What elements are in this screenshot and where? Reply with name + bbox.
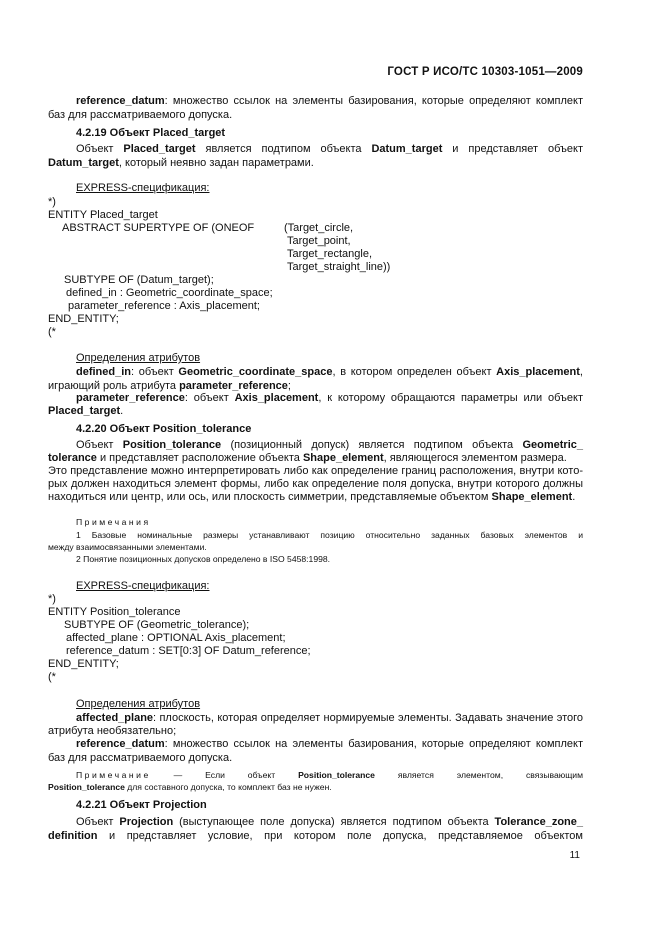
term: tolerance (48, 452, 97, 464)
text: ; (287, 380, 291, 392)
text: и представляет условие, при котором поле допуска, представляемое объектом (97, 830, 583, 842)
code-line: defined_in : Geometric_coordinate_space; (66, 287, 273, 299)
paragraph-line (48, 490, 583, 504)
note-1-line-2: между взаимосвязанными элементами. (48, 542, 207, 552)
text: . (572, 491, 576, 503)
text: является элементом, связывающим (374, 770, 583, 780)
text: . (120, 405, 124, 417)
text: для составного допуска, то комплект баз не нужен. (124, 782, 332, 792)
express-spec-label: EXPRESS-спецификация: (76, 580, 210, 592)
term: Projection (119, 816, 174, 828)
text: : объект (131, 366, 179, 378)
code-line: SUBTYPE OF (Geometric_tolerance); (64, 619, 250, 631)
code-line: *) (48, 196, 56, 208)
text: и представляет объект (442, 143, 583, 155)
term: Shape_element (491, 491, 573, 503)
term: parameter_reference (76, 392, 185, 404)
text: и представляет расположение объекта (96, 452, 303, 464)
code-line: END_ENTITY; (48, 313, 119, 325)
text: , в котором определен объект (332, 366, 497, 378)
attribute-defined-in (48, 365, 583, 379)
text: играющий роль атрибута (48, 380, 180, 392)
text: Объект (76, 143, 124, 155)
code-line: ENTITY Position_tolerance (48, 606, 181, 618)
term: definition (48, 830, 98, 842)
paragraph-placed-target (48, 142, 583, 156)
paragraph-line (48, 156, 583, 170)
note-1: 1 Базовые номинальные размеры устанавливают позицию относительно заданных базовых элементов и (76, 530, 583, 540)
text: : множество ссылок на элементы базирования, которые определяют комплект (164, 95, 583, 107)
term: Datum_target (48, 157, 119, 169)
term: Datum_target (371, 143, 443, 155)
term: parameter_reference (179, 380, 288, 392)
code-line: affected_plane : OPTIONAL Axis_placement; (66, 632, 286, 644)
text: Объект (76, 439, 123, 451)
term: defined_in (76, 366, 132, 378)
paragraph-reference-datum (48, 94, 583, 108)
note-2: 2 Понятие позиционных допусков определено в ISO 5458:1998. (76, 554, 331, 564)
term: Axis_placement (234, 392, 319, 404)
page-number: 11 (569, 850, 580, 861)
paragraph-line: Это представление можно интерпретировать либо как определение границ расположения, внутри кото- (48, 465, 583, 477)
code-line: ENTITY Placed_target (48, 209, 158, 221)
text: , к которому обращаются параметры или объект (318, 392, 583, 404)
code-line: (* (48, 326, 56, 338)
attribute-definitions-label: Определения атрибутов (76, 352, 201, 364)
term: Placed_target (48, 405, 121, 417)
text: — Если объект (150, 770, 299, 780)
term: reference_datum (76, 95, 165, 107)
term: Position_tolerance (48, 782, 125, 792)
text: : плоскость, которая определяет нормируемые элементы. Задавать значение этого (153, 712, 583, 724)
paragraph-line: рых должен находиться элемент формы, либо как определение поля допуска, внутри которого должны (48, 478, 583, 490)
attribute-parameter-reference (48, 391, 583, 405)
section-heading-4-2-19: 4.2.19 Объект Placed_target (76, 127, 226, 139)
paragraph-line (48, 829, 583, 843)
text: : множество ссылок на элементы базирования, которые определяют комплект (164, 738, 583, 750)
code-line: Target_point, (287, 235, 351, 247)
text: (выступающее поле допуска) является подтипом объекта (173, 816, 495, 828)
section-heading-4-2-20: 4.2.20 Объект Position_tolerance (76, 423, 252, 435)
term: Axis_placement (496, 366, 580, 378)
document-header: ГОСТ Р ИСО/ТС 10303-1051—2009 (387, 66, 583, 78)
code-line: parameter_reference : Axis_placement; (68, 300, 260, 312)
text: является подтипом объекта (195, 143, 372, 155)
text: , (579, 366, 583, 378)
term: reference_datum (76, 738, 165, 750)
paragraph-line: баз для рассматриваемого допуска. (48, 109, 233, 121)
code-line: Target_rectangle, (287, 248, 372, 260)
text: , который неявно задан параметрами. (118, 157, 314, 169)
paragraph-projection (48, 815, 583, 829)
code-line: SUBTYPE OF (Datum_target); (64, 274, 214, 286)
note-label: Примечание (76, 770, 151, 780)
text: Объект (76, 816, 120, 828)
term: Tolerance_zone_ (494, 816, 583, 828)
code-line: *) (48, 593, 56, 605)
attribute-affected-plane (48, 711, 583, 725)
text: находиться или центр, или ось, или плоскость симметрии, представляемые объектом (48, 491, 492, 503)
paragraph-line: баз для рассматриваемого допуска. (48, 752, 233, 764)
term: Geometric_ (522, 439, 583, 451)
term: Shape_element (302, 452, 384, 464)
paragraph-position-tolerance (48, 438, 583, 452)
code-line: Target_straight_line)) (287, 261, 391, 273)
paragraph-line (48, 404, 583, 418)
attribute-definitions-label: Определения атрибутов (76, 698, 201, 710)
express-spec-label: EXPRESS-спецификация: (76, 182, 210, 194)
term: Geometric_coordinate_space (178, 366, 333, 378)
term: Position_tolerance (122, 439, 222, 451)
code-line: reference_datum : SET[0:3] OF Datum_reference; (66, 645, 311, 657)
paragraph-line (48, 451, 583, 465)
code-line: (* (48, 671, 56, 683)
notes-title: Примечания (76, 517, 151, 527)
term: affected_plane (76, 712, 154, 724)
code-line: (Target_circle, (284, 222, 354, 234)
section-heading-4-2-21: 4.2.21 Объект Projection (76, 799, 207, 811)
term: Position_tolerance (298, 770, 375, 780)
attribute-reference-datum (48, 737, 583, 751)
code-line: END_ENTITY; (48, 658, 119, 670)
text: , являющегося элементом размера. (383, 452, 567, 464)
term: Placed_target (123, 143, 196, 155)
text: (позиционный допуск) является подтипом объекта (221, 439, 523, 451)
text: : объект (184, 392, 235, 404)
code-line: ABSTRACT SUPERTYPE OF (ONEOF (62, 222, 255, 234)
note-3 (76, 769, 583, 781)
paragraph-line: атрибута необязательно; (48, 725, 177, 737)
note-3-line-2 (48, 781, 332, 793)
